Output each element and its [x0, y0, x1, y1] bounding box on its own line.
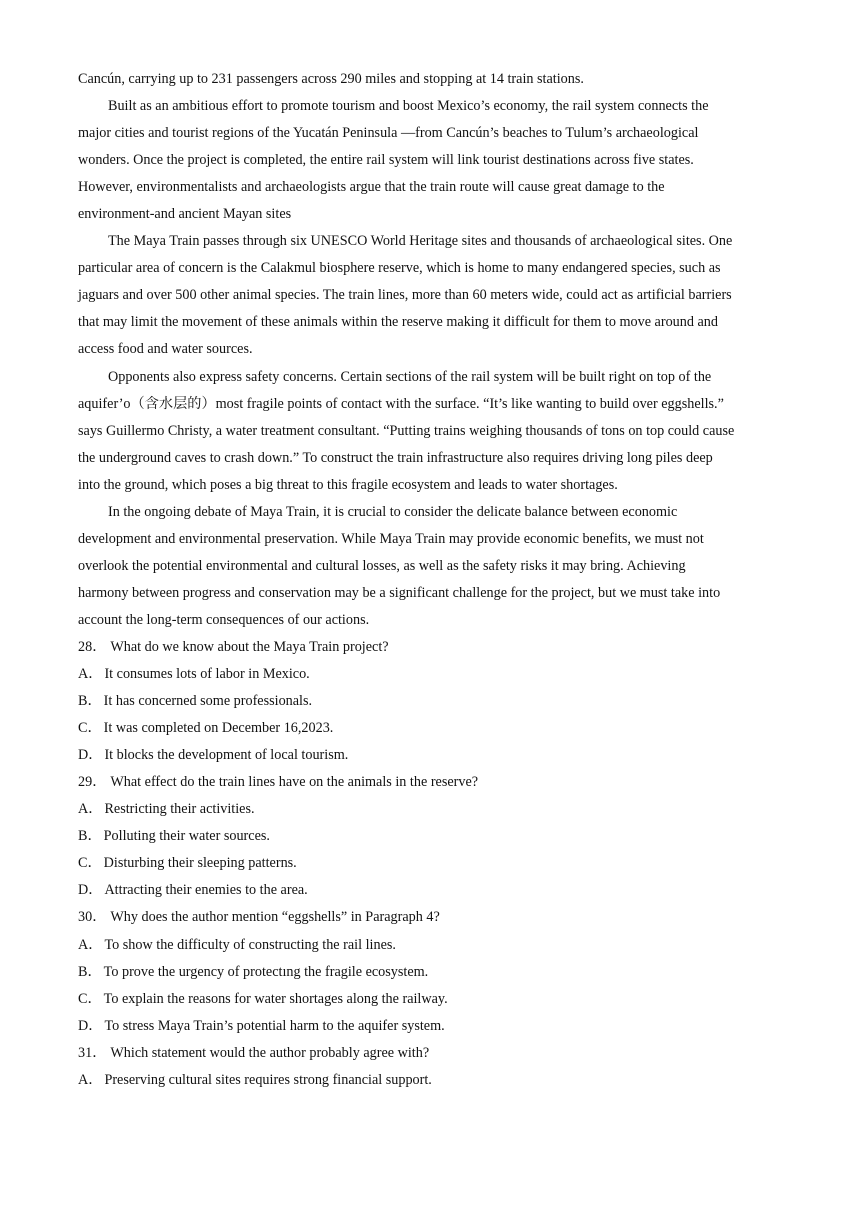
option-letter: B． [78, 693, 102, 710]
option-text: To prove the urgency of protectıng the fragile ecosystem. [103, 963, 429, 980]
passage-line: However, environmentalists and archaeologists argue that the train route will cause great damage to the [78, 179, 665, 196]
question-text: What effect do the train lines have on the animals in the reserve? [110, 774, 479, 791]
option-letter: A． [78, 1071, 103, 1088]
passage-line: into the ground, which poses a big threat to this fragile ecosystem and leads to water shortages. [78, 476, 618, 493]
passage-line: In the ongoing debate of Maya Train, it is crucial to consider the delicate balance between economic [108, 503, 678, 520]
question-stem [78, 904, 784, 931]
option-text: Preserving cultural sites requires strong financial support. [104, 1071, 432, 1088]
passage-line: harmony between progress and conservation may be a significant challenge for the project, but we must take into [78, 584, 721, 601]
option-letter: B． [78, 828, 102, 845]
answer-option[interactable] [78, 986, 784, 1013]
option-text: It blocks the development of local tourism. [104, 747, 349, 764]
passage-line: environment-and ancient Mayan sites [78, 206, 292, 223]
option-text: To explain the reasons for water shortages along the railway. [103, 990, 448, 1007]
option-text: To stress Maya Train’s potential harm to the aquifer system. [104, 1017, 445, 1034]
option-text: It consumes lots of labor in Mexico. [104, 666, 310, 683]
question-text: What do we know about the Maya Train project? [110, 638, 389, 655]
option-text: Disturbing their sleeping patterns. [103, 855, 297, 872]
option-letter: B． [78, 963, 102, 980]
answer-option[interactable] [78, 661, 784, 688]
passage-line: overlook the potential environmental and cultural losses, as well as the safety risks it may bring. Achieving [78, 557, 686, 574]
answer-option[interactable] [78, 932, 784, 959]
option-letter: D． [78, 882, 103, 899]
question-stem [78, 769, 784, 796]
passage-line: the underground caves to crash down.” To construct the train infrastructure also requires driving long piles deep [78, 449, 713, 466]
passage-line: The Maya Train passes through six UNESCO World Heritage sites and thousands of archaeological sites. One [108, 233, 733, 250]
question-number: 31． [78, 1044, 107, 1061]
passage-line: wonders. Once the project is completed, the entire rail system will link tourist destinations across five states. [78, 152, 694, 169]
question-stem [78, 1040, 784, 1067]
option-text: It has concerned some professionals. [103, 693, 313, 710]
question-number: 28． [78, 638, 107, 655]
passage-line: Opponents also express safety concerns. Certain sections of the rail system will be built right on top of the [108, 368, 712, 385]
passage-line: Cancún, carrying up to 231 passengers across 290 miles and stopping at 14 train stations. [78, 71, 584, 87]
option-letter: D． [78, 1017, 103, 1034]
answer-option[interactable] [78, 1067, 784, 1094]
answer-option[interactable] [78, 959, 784, 986]
passage-line: access food and water sources. [78, 341, 253, 358]
option-text: Restricting their activities. [104, 801, 255, 818]
reading-passage [78, 66, 784, 634]
option-letter: A． [78, 666, 103, 683]
answer-option[interactable] [78, 877, 784, 904]
option-text: To show the difficulty of constructing the rail lines. [104, 936, 396, 953]
answer-option[interactable] [78, 1013, 784, 1040]
option-letter: A． [78, 936, 103, 953]
question-stem [78, 634, 784, 661]
answer-option[interactable] [78, 850, 784, 877]
question-block [78, 769, 784, 904]
question-number: 30． [78, 909, 107, 926]
passage-line: aquifer’o（含水层的）most fragile points of contact with the surface. “It’s like wanting to build over eggshells.” [78, 395, 724, 412]
question-number: 29． [78, 774, 107, 791]
answer-option[interactable] [78, 796, 784, 823]
answer-option[interactable] [78, 742, 784, 769]
question-text: Why does the author mention “eggshells” in Paragraph 4? [110, 909, 440, 926]
option-letter: D． [78, 747, 103, 764]
passage-line: says Guillermo Christy, a water treatment consultant. “Putting trains weighing thousands of tons on top could cause [78, 422, 735, 439]
passage-line: development and environmental preservation. While Maya Train may provide economic benefits, we must not [78, 530, 704, 547]
option-letter: C． [78, 855, 102, 872]
option-letter: C． [78, 720, 102, 737]
passage-line: that may limit the movement of these animals within the reserve making it difficult for them to move around and [78, 314, 718, 331]
option-text: Polluting their water sources. [103, 828, 270, 845]
question-text: Which statement would the author probably agree with? [110, 1044, 430, 1061]
question-list [78, 634, 784, 1094]
passage-line: account the long-term consequences of our actions. [78, 611, 370, 628]
document-page [78, 66, 784, 1094]
question-block [78, 904, 784, 1039]
answer-option[interactable] [78, 688, 784, 715]
option-text: Attracting their enemies to the area. [104, 882, 308, 899]
option-letter: C． [78, 990, 102, 1007]
answer-option[interactable] [78, 715, 784, 742]
answer-option[interactable] [78, 823, 784, 850]
passage-line: jaguars and over 500 other animal species. The train lines, more than 60 meters wide, could act as artificial barriers [78, 287, 732, 304]
passage-line: major cities and tourist regions of the Yucatán Peninsula —from Cancún’s beaches to Tulum’s archaeological [78, 125, 699, 142]
question-block [78, 1040, 784, 1094]
passage-line: particular area of concern is the Calakmul biosphere reserve, which is home to many endangered species, such as [78, 260, 721, 277]
option-letter: A． [78, 801, 103, 818]
passage-line: Built as an ambitious effort to promote tourism and boost Mexico’s economy, the rail system connects the [108, 98, 709, 115]
question-block [78, 634, 784, 769]
option-text: It was completed on December 16,2023. [103, 720, 334, 737]
